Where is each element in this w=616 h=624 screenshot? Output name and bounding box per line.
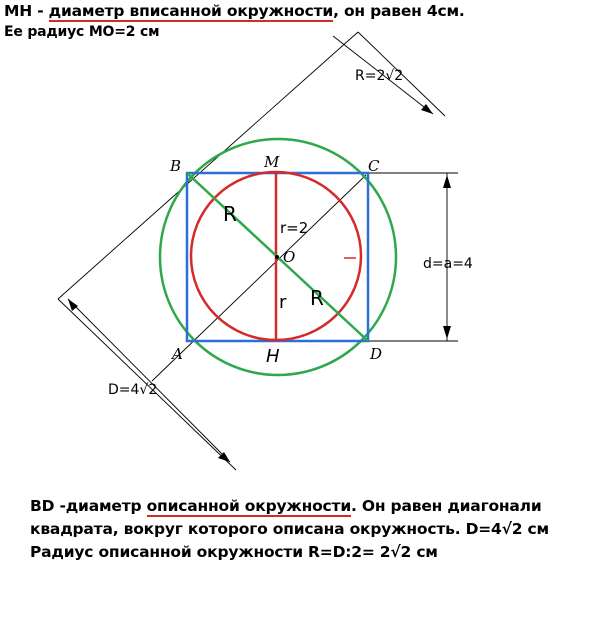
- dim-extension-bottom: [152, 175, 366, 381]
- vertex-label-C: C: [368, 157, 380, 175]
- label-R-upper: R: [223, 202, 237, 226]
- vertex-label-B: B: [170, 157, 182, 175]
- arrow-diameter-start: [68, 299, 78, 311]
- header-suffix: , он равен 4см.: [333, 2, 465, 20]
- footer-underlined: описанной окружности: [146, 497, 351, 515]
- vertex-label-A: A: [172, 345, 183, 363]
- label-r-upper: r=2: [280, 219, 309, 237]
- vertex-label-D: D: [370, 345, 383, 363]
- diameter-dimension-line: [68, 299, 230, 462]
- dimension-lines: [58, 32, 458, 470]
- footer-line-2: квадрата, вокруг которого описана окружность. D=4√2 см: [30, 520, 550, 538]
- label-side: d=a=4: [423, 256, 473, 272]
- footer-line-3: Радиус описанной окружности R=D:2= 2√2 см: [30, 543, 438, 561]
- arrow-up: [443, 175, 451, 188]
- header-prefix: MH -: [4, 2, 49, 20]
- header-underlined: диаметр вписанной окружности: [48, 2, 334, 20]
- vertex-label-H: H: [266, 346, 280, 367]
- arrow-diameter-end: [218, 452, 230, 462]
- label-diameter-D: D=4√2: [108, 382, 158, 398]
- label-R-lower: R: [310, 286, 324, 310]
- header-line-2: Ее радиус МО=2 см: [4, 24, 160, 40]
- footer-line-1: [30, 497, 542, 515]
- footer-prefix: BD -диаметр: [30, 497, 147, 515]
- vertex-label-O: O: [283, 248, 296, 266]
- label-r-lower: r: [279, 292, 287, 313]
- footer-suffix: . Он равен диагонали: [350, 497, 542, 515]
- dim-extension-top: [58, 32, 358, 299]
- vertex-label-M: M: [264, 153, 280, 171]
- label-radius-R: R=2√2: [355, 68, 404, 84]
- arrow-down: [443, 326, 451, 339]
- center-point-O: [275, 255, 279, 259]
